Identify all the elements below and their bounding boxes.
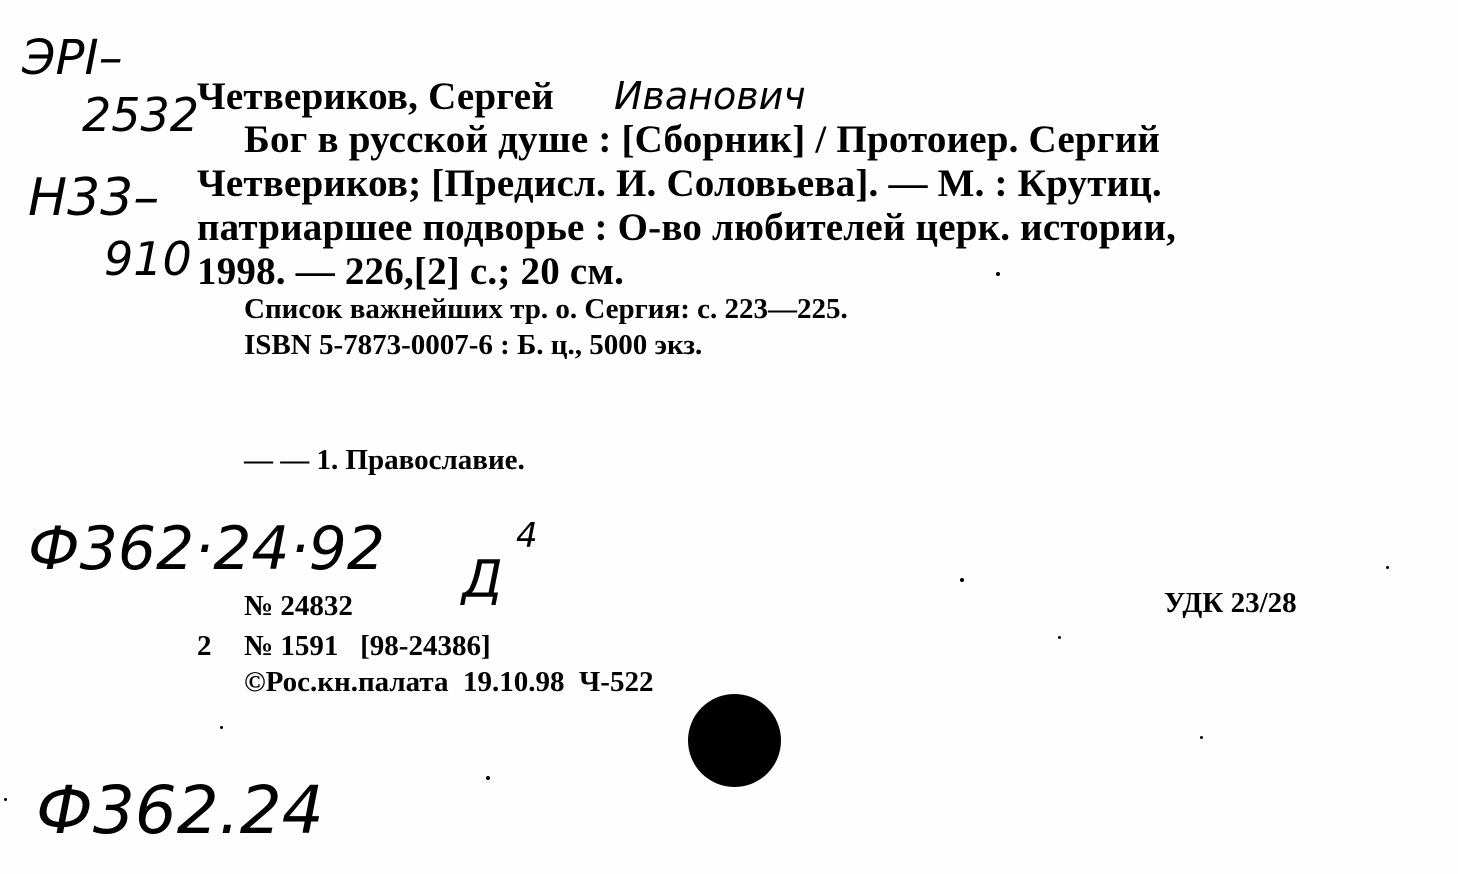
bibliography-note: Список важнейших тр. о. Сергия: с. 223—225. xyxy=(244,293,848,325)
classification-sup: 4 xyxy=(516,516,538,556)
title-line-3: патриаршее подворье : О-во любителей церк. истории, xyxy=(197,206,1177,249)
speck xyxy=(220,726,223,729)
book-chamber-line: ©Рос.кн.палата 19.10.98 Ч-522 xyxy=(244,666,654,698)
shelf-mark-2-number: 910 xyxy=(104,232,192,286)
speck xyxy=(960,578,964,582)
registration-number: № 1591 [98-24386] xyxy=(244,630,491,662)
speck xyxy=(4,798,7,801)
title-line-1: Бог в русской душе : [Сборник] / Протоиер. Сергий xyxy=(244,118,1161,161)
shelf-mark-2-top: Н33– xyxy=(28,168,160,228)
subject-heading: — — 1. Православие. xyxy=(244,444,525,476)
author-heading: Четвериков, Сергей xyxy=(197,75,554,118)
speck xyxy=(1200,736,1203,739)
classification-code: Ф362·24·92 xyxy=(28,514,386,584)
title-line-4: 1998. — 226,[2] с.; 20 см. xyxy=(197,250,625,293)
speck xyxy=(996,272,1000,276)
classification-sub: Д xyxy=(462,550,503,610)
shelf-mark-number: 2532 xyxy=(82,88,200,142)
punch-hole xyxy=(688,694,781,787)
speck xyxy=(1058,636,1061,639)
classification-code-bottom: Ф362.24 xyxy=(36,772,324,849)
isbn-note: ISBN 5-7873-0007-6 : Б. ц., 5000 экз. xyxy=(244,329,703,361)
author-handwritten-patronymic: Ивaнoвич xyxy=(614,74,806,118)
speck xyxy=(486,776,490,780)
udc-code: УДК 23/28 xyxy=(1164,587,1297,619)
shelf-mark-top: ЭРI– xyxy=(22,30,123,86)
record-number: № 24832 xyxy=(244,590,353,622)
copy-count: 2 xyxy=(197,630,212,662)
speck xyxy=(1386,566,1389,569)
title-line-2: Четвериков; [Предисл. И. Соловьева]. — М. : Крутиц. xyxy=(197,162,1162,205)
